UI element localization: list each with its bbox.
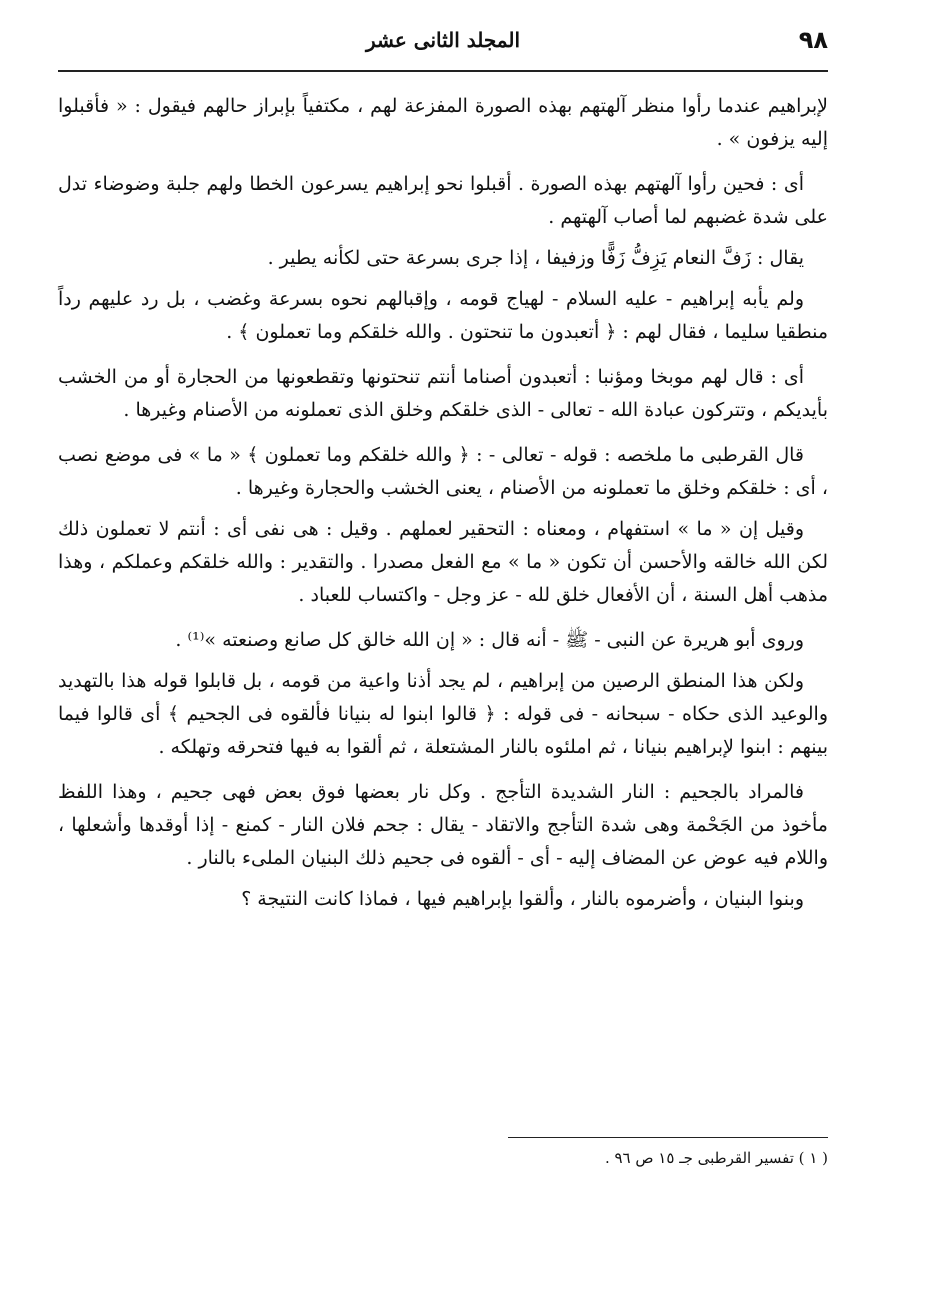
paragraph-6: قال القرطبى ما ملخصه : قوله - تعالى - : ﴿ والله خلقكم وما تعملون ﴾ « ما » فى موضع نصب ، أى : خلقكم وخلق ما تعملونه من الأصنام ، يعنى الخشب والحجارة وغيرها . (58, 444, 828, 499)
paragraph-4: ولم يأبه إبراهيم - عليه السلام - لهياج قومه ، وإقبالهم نحوه بسرعة وغضب ، بل رد عليهم رداً منطقيا سليما ، فقال لهم : ﴿ أتعبدون ما تنحتون . والله خلقكم وما تعملون ﴾ . (58, 288, 828, 343)
paragraph-3: يقال : زَفَّ النعام يَزِفُّ زَفًّا وزفيفا ، إذا جرى بسرعة حتى لكأنه يطير . (267, 247, 804, 269)
paragraph-2: أى : فحين رأوا آلهتهم بهذه الصورة . أقبلوا نحو إبراهيم يسرعون الخطا ولهم جلبة وضوضاء تدل على شدة غضبهم لما أصاب آلهتهم . (58, 173, 828, 228)
footnote-rule (508, 1137, 828, 1138)
volume-title: المجلد الثانى عشر (366, 28, 520, 52)
paragraph-11: وبنوا البنيان ، وأضرموه بالنار ، وألقوا بإبراهيم فيها ، فماذا كانت النتيجة ؟ (241, 888, 804, 910)
running-header (58, 20, 828, 64)
page-number: ٩٨ (798, 26, 828, 54)
paragraph-1: لإبراهيم عندما رأوا منظر آلهتهم بهذه الصورة المفزعة لهم ، مكتفياً بإبراز حالهم فيقول : « فأقبلوا إليه يزفون » . (58, 95, 828, 150)
paragraph-10: فالمراد بالجحيم : النار الشديدة التأجج . وكل نار بعضها فوق بعض فهى جحيم ، وهذا اللفظ مأخوذ من الجَحْمة وهى شدة التأجج والاتقاد - يقال : جحم فلان النار - كمنع - إذا أوقدها وأشعلها ، واللام فيه عوض عن المضاف إليه - أى - ألقوه فى جحيم ذلك البنيان الملىء بالنار . (58, 781, 828, 869)
body-text (58, 90, 828, 924)
paragraph-7: وقيل إن « ما » استفهام ، ومعناه : التحقير لعملهم . وقيل : هى نفى أى : أنتم لا تعملون ذلك لكن الله خالقه والأحسن أن تكون « ما » مع الفعل مصدرا . والتقدير : والله خلقكم وعملكم ، وهذا مذهب أهل السنة ، أن الأفعال خلق لله - عز وجل - واكتساب للعباد . (58, 518, 828, 606)
paragraph-5: أى : قال لهم موبخا ومؤنبا : أتعبدون أصناما أنتم تنحتونها وتقطعونها من الحجارة أو من الخشب بأيديكم ، وتتركون عبادة الله - تعالى - الذى خلقكم وخلق الذى تعملونه من الأصنام وغيرها . (58, 366, 828, 421)
footnote: ( ١ ) تفسير القرطبى جـ ١٥ ص ٩٦ . (604, 1149, 828, 1167)
paragraph-9: ولكن هذا المنطق الرصين من إبراهيم ، لم يجد أذنا واعية من قومه ، بل قابلوا قوله هذا بالتهديد والوعيد الذى حكاه - سبحانه - فى قوله : ﴿ قالوا ابنوا له بنيانا فألقوه فى الجحيم ﴾ أى قالوا فيما بينهم : ابنوا لإبراهيم بنيانا ، ثم املئوه بالنار المشتعلة ، ثم ألقوا به فيها فتحرقه وتهلكه . (58, 670, 828, 758)
book-page (58, 20, 828, 1220)
paragraph-8: وروى أبو هريرة عن النبى - ﷺ - أنه قال : « إن الله خالق كل صانع وصنعته »⁽¹⁾ . (175, 629, 804, 651)
header-rule (58, 70, 828, 72)
